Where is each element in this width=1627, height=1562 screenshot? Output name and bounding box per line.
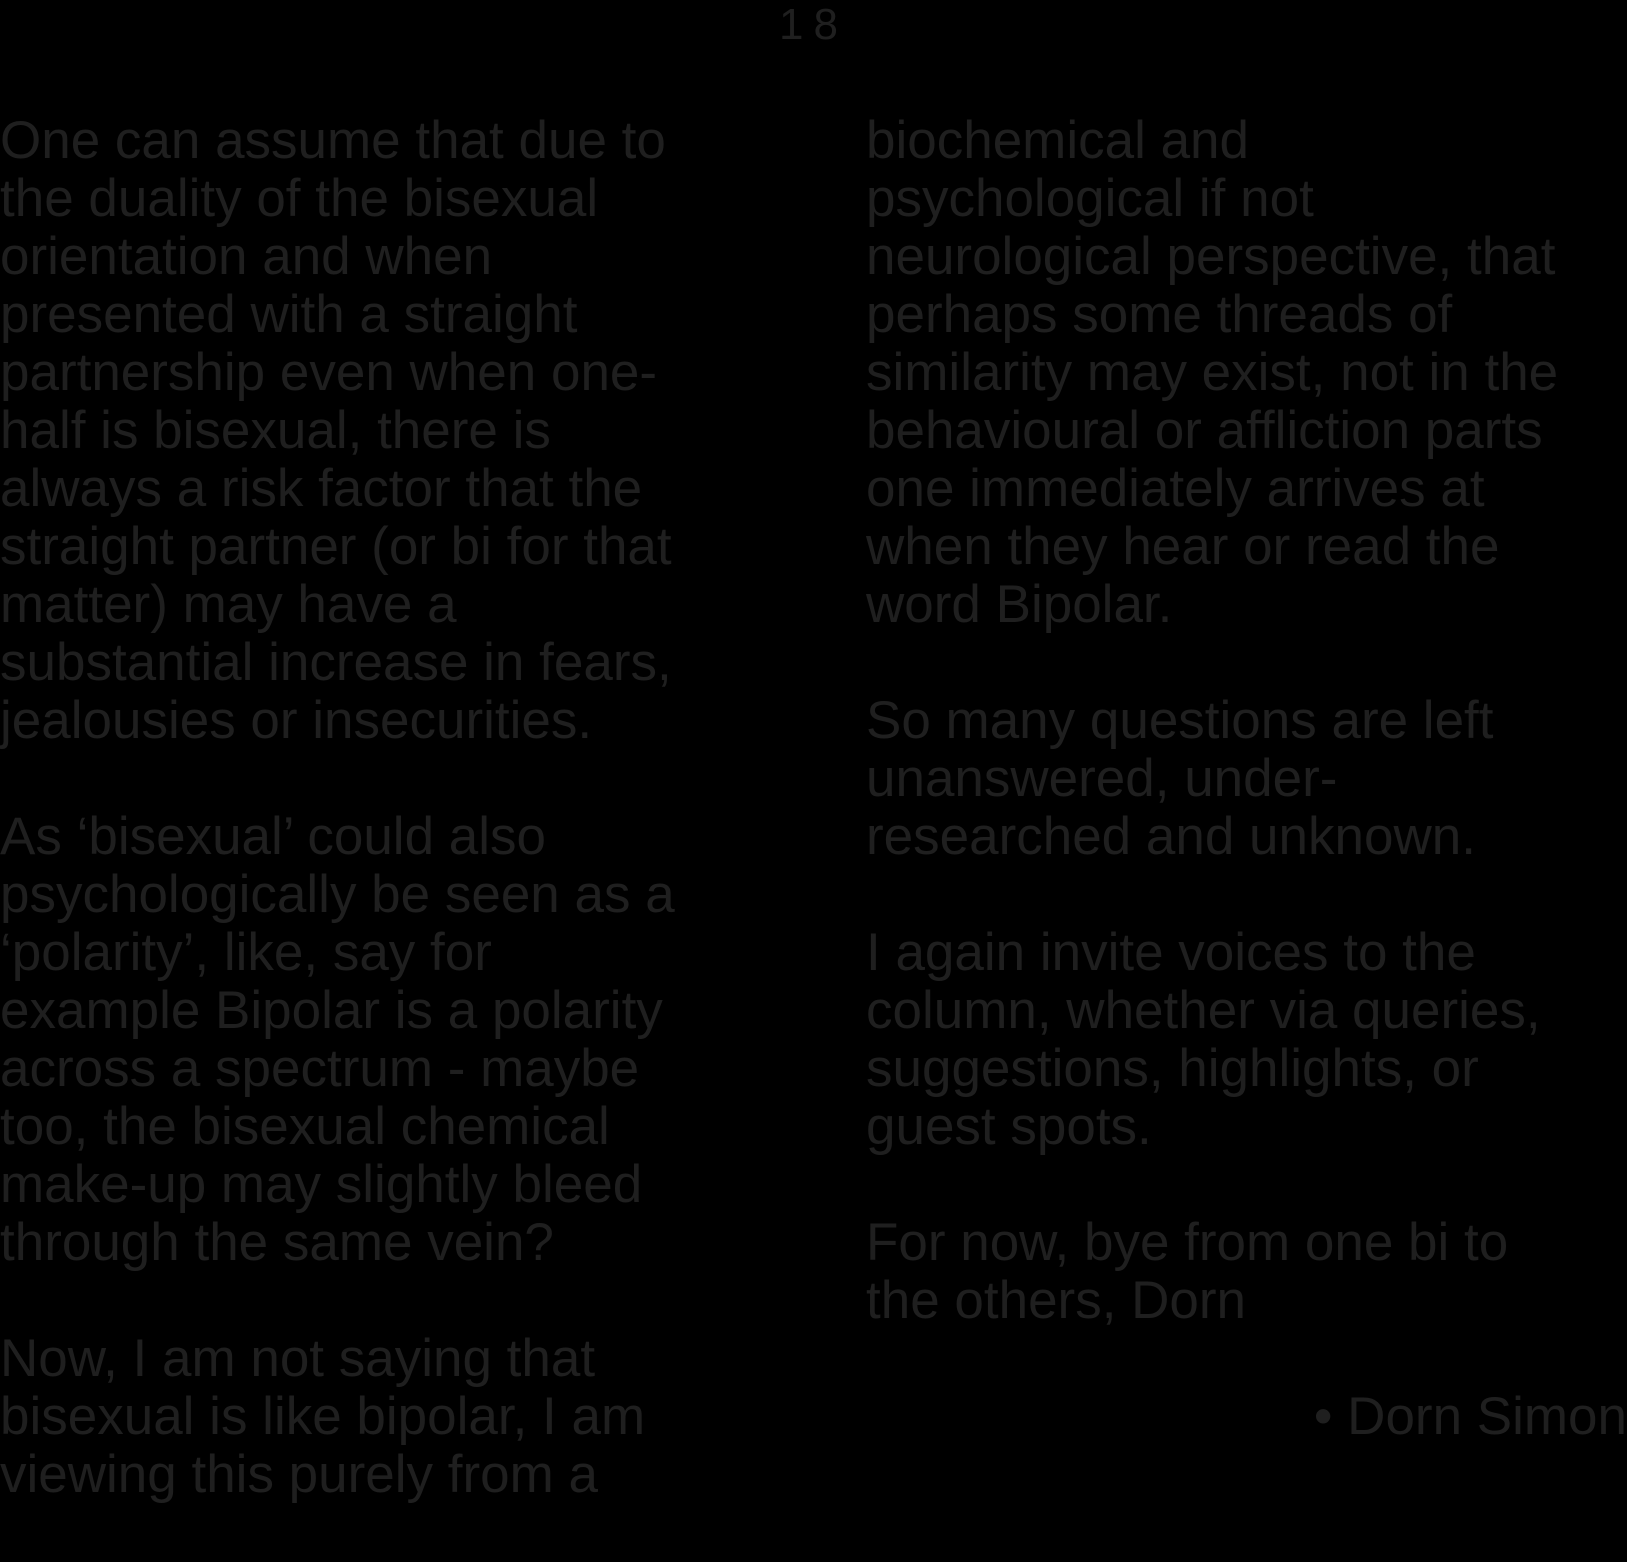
right-paragraph-4: For now, bye from one bi to the others, Dorn xyxy=(866,1213,1509,1330)
right-paragraph-3: I again invite voices to the column, whether via queries, suggestions, highlights, or guest spots. xyxy=(866,923,1541,1156)
left-paragraph-3: Now, I am not saying that bisexual is like bipolar, I am viewing this purely from a xyxy=(0,1329,646,1504)
page-number: 18 xyxy=(779,0,848,49)
left-paragraph-2: As ‘bisexual’ could also psychologically be seen as a ‘polarity’, like, say for example Bipolar is a polarity across a spectrum - maybe too, the bisexual chemical make-up may slightly bleed through the same vein? xyxy=(0,807,675,1272)
left-paragraph-1: One can assume that due to the duality of the bisexual orientation and when presented with a straight partnership even when one- half is bisexual, there is always a risk factor that the straight partner (or bi for that matter) may have a substantial increase in fears, jealousies or insecurities. xyxy=(0,111,672,750)
author-signature: • Dorn Simon xyxy=(1313,1387,1627,1446)
right-paragraph-2: So many questions are left unanswered, under- researched and unknown. xyxy=(866,691,1494,866)
right-paragraph-1: biochemical and psychological if not neurological perspective, that perhaps some threads of similarity may exist, not in the behavioural or affliction parts one immediately arrives at when they hear or read the word Bipolar. xyxy=(866,111,1559,634)
right-column xyxy=(866,112,1627,1446)
left-column xyxy=(0,112,780,1562)
